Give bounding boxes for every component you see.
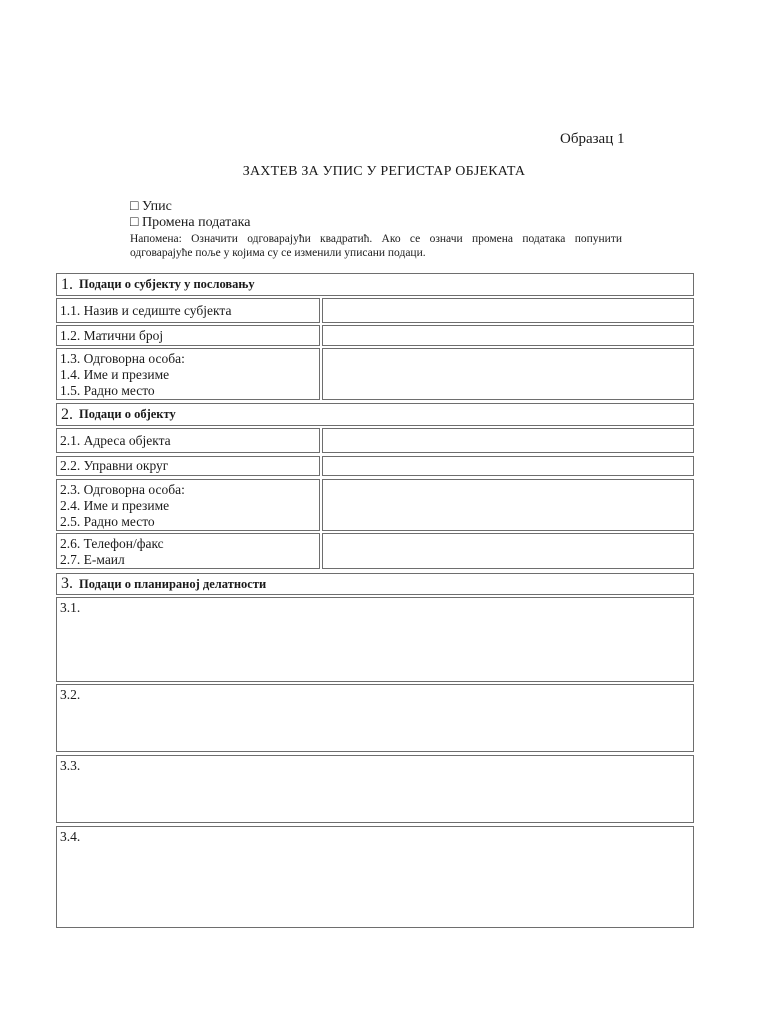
- field-input-2-1[interactable]: [322, 428, 694, 453]
- section-2-title: Подаци о објекту: [79, 407, 176, 421]
- field-label-1-3-1-5: [56, 348, 320, 400]
- field-label-1-2: 1.2. Матични број: [56, 325, 320, 346]
- label-line: 1.3. Одговорна особа:: [60, 351, 185, 366]
- field-label-2-6-2-7: [56, 533, 320, 569]
- label-line: 1.5. Радно место: [60, 383, 155, 398]
- label-line: 1.4. Име и презиме: [60, 367, 170, 382]
- label-line: 2.5. Радно место: [60, 514, 155, 529]
- checkbox-data-change[interactable]: □ Промена података: [130, 215, 251, 230]
- section-1-header: [56, 273, 694, 296]
- field-label-3-1: 3.1.: [60, 600, 81, 615]
- form-number: Образац 1: [560, 131, 625, 147]
- label-line: 2.6. Телефон/факс: [60, 536, 164, 551]
- activity-field-3-4[interactable]: [56, 826, 694, 928]
- section-2-header: [56, 403, 694, 426]
- activity-field-3-1[interactable]: [56, 597, 694, 682]
- section-3-title: Подаци о планираној делатности: [79, 576, 267, 591]
- section-1-title: Подаци о субјекту у пословању: [79, 277, 255, 291]
- field-input-1-1[interactable]: [322, 298, 694, 323]
- section-3-number: 3.: [61, 575, 73, 592]
- label-line: 2.4. Име и презиме: [60, 498, 170, 513]
- field-label-1-1: 1.1. Назив и седиште субјекта: [56, 298, 320, 323]
- field-label-3-3: 3.3.: [60, 758, 81, 773]
- section-1-number: 1.: [61, 275, 73, 293]
- label-line: 2.3. Одговорна особа:: [60, 482, 185, 497]
- section-3-header: [56, 573, 694, 595]
- field-label-2-2: 2.2. Управни округ: [56, 456, 320, 476]
- checkbox-entry[interactable]: □ Упис: [130, 199, 172, 214]
- field-input-2-6-2-7[interactable]: [322, 533, 694, 569]
- note-text: Напомена: Означити одговарајући квадратић. Ако се означи промена података попунити одговарајуће поље у којима су се изменили уписани подаци.: [130, 233, 622, 259]
- section-2-number: 2.: [61, 405, 73, 423]
- label-line: 2.7. Е-маил: [60, 552, 125, 567]
- form-title: ЗАХТЕВ ЗА УПИС У РЕГИСТАР ОБЈЕКАТА: [242, 164, 526, 179]
- field-input-2-3-2-5[interactable]: [322, 479, 694, 531]
- activity-field-3-2[interactable]: [56, 684, 694, 752]
- field-input-1-3-1-5[interactable]: [322, 348, 694, 400]
- field-input-1-2[interactable]: [322, 325, 694, 346]
- activity-field-3-3[interactable]: [56, 755, 694, 823]
- field-input-2-2[interactable]: [322, 456, 694, 476]
- field-label-2-3-2-5: [56, 479, 320, 531]
- field-label-3-4: 3.4.: [60, 829, 81, 844]
- field-label-3-2: 3.2.: [60, 687, 81, 702]
- field-label-2-1: 2.1. Адреса објекта: [56, 428, 320, 453]
